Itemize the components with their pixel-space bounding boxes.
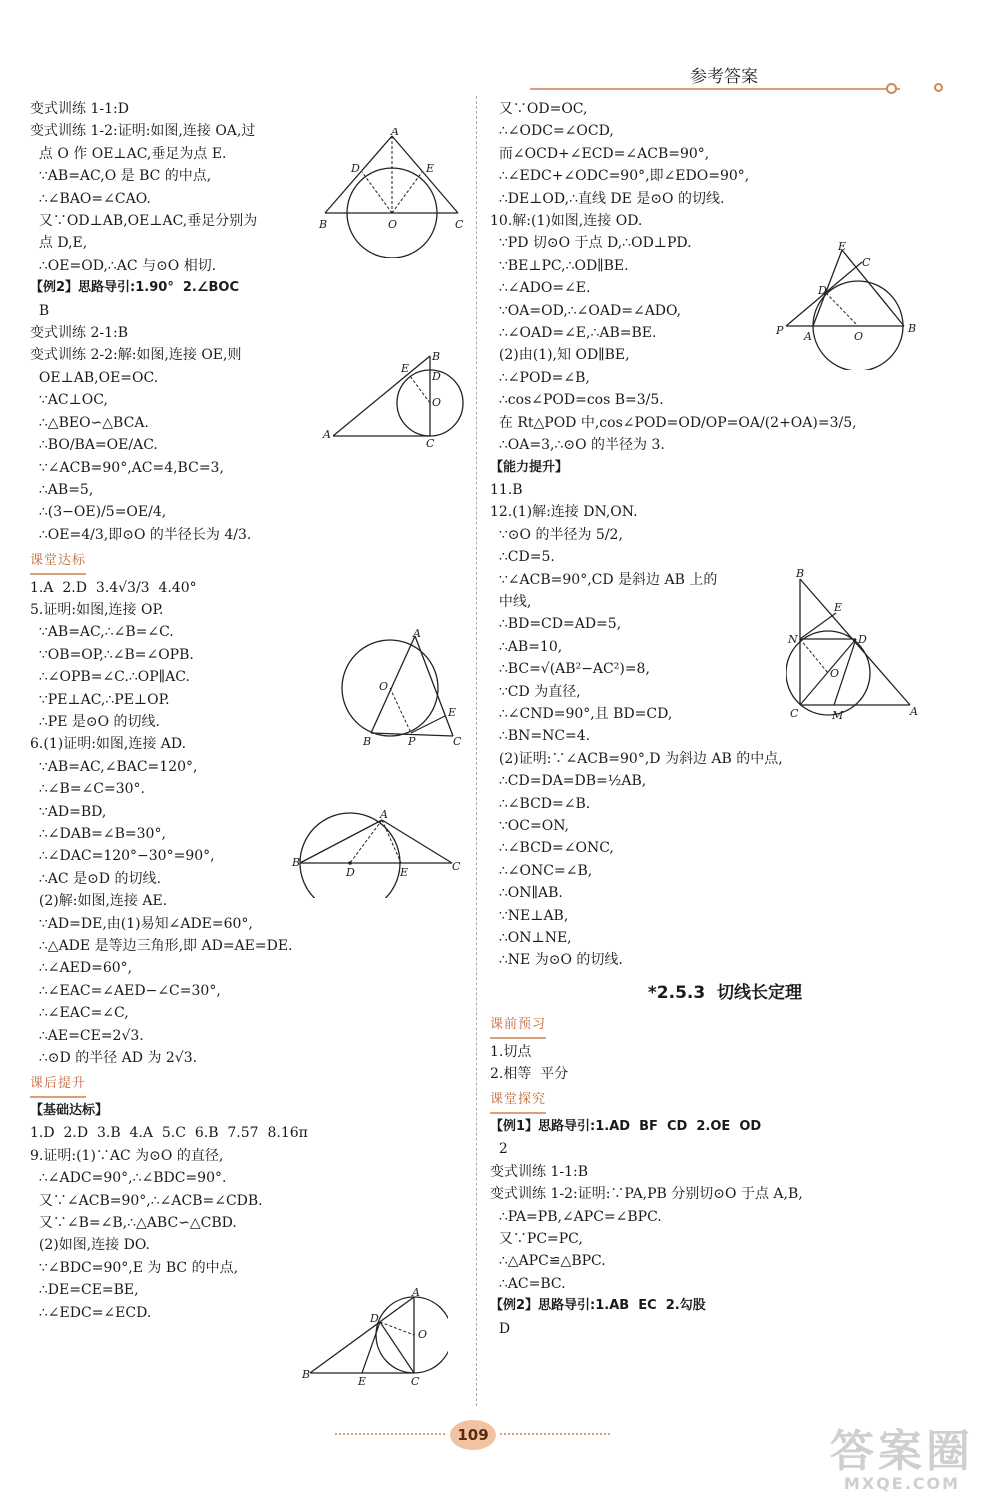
text-line: 【基础达标】 <box>30 1102 109 1118</box>
text-line: ∴△ADE 是等边三角形,即 AD=AE=DE. <box>30 938 293 955</box>
text-line: 【例1】思路导引:1.AD BF CD 2.OE OD <box>490 1118 762 1134</box>
text-line: ∵NE⊥AB, <box>490 907 569 924</box>
text-line: D <box>490 1320 511 1337</box>
text-line: (2)证明:∵∠ACB=90°,D 为斜边 AB 的中点, <box>490 750 783 767</box>
label: E <box>838 240 847 253</box>
segment-pe <box>411 716 445 733</box>
footer-dots-right <box>500 1433 610 1435</box>
text-line: ∴∠EAC=∠AED−∠C=30°, <box>30 982 221 999</box>
label: C <box>862 256 871 269</box>
label: D <box>351 162 360 175</box>
text-line: 而∠OCD+∠ECD=∠ACB=90°, <box>490 145 710 162</box>
text-line: 6.(1)证明:如图,连接 AD. <box>30 736 187 753</box>
text-line: ∵CD 为直径, <box>490 683 581 700</box>
label: P <box>776 324 784 337</box>
text-line: ∴⊙D 的半径 AD 为 2√3. <box>30 1050 198 1067</box>
text-line: ∵AD=BD, <box>30 803 107 820</box>
text-line: B <box>30 302 50 319</box>
text-line: ∵AD=DE,由(1)易知∠ADE=60°, <box>30 915 253 932</box>
text-line: 9.证明:(1)∵AC 为⊙O 的直径, <box>30 1147 224 1164</box>
segment-oe <box>392 172 422 213</box>
text-line: 1.D 2.D 3.B 4.A 5.C 6.B 7.57 8.16π <box>30 1125 308 1142</box>
text-line: (2)由(1),知 OD∥BE, <box>490 347 630 364</box>
text-line: ∴∠ADO=∠E. <box>490 280 591 297</box>
segment-ab <box>333 356 430 436</box>
text-line: ∴∠BCD=∠B. <box>490 795 591 812</box>
text-line: 【例2】思路导引:1.AB EC 2.勾股 <box>490 1298 706 1314</box>
text-line: 点 O 作 OE⊥AC,垂足为点 E. <box>30 145 227 162</box>
text-line: ∴PA=PB,∠APC=∠BPC. <box>490 1208 662 1225</box>
header-rule <box>530 88 900 90</box>
text-line: 点 D,E, <box>30 235 88 252</box>
figure-right-triangle-cd <box>786 565 926 729</box>
label: C <box>453 735 462 748</box>
label: D <box>346 866 355 879</box>
watermark <box>830 1426 974 1493</box>
label: E <box>834 601 843 614</box>
text-line: 【例2】思路导引:1.90° 2.∠BOC <box>30 280 240 296</box>
label: O <box>432 396 442 409</box>
text-line: 变式训练 1-1:D <box>30 101 129 117</box>
text-line: ∵OA=OD,∴∠OAD=∠ADO, <box>490 302 682 319</box>
text-line: ∴∠ADC=90°,∴∠BDC=90°. <box>30 1170 227 1187</box>
label: B <box>319 218 328 231</box>
label: M <box>832 709 844 722</box>
label: B <box>432 350 441 363</box>
text-line: 在 Rt△POD 中,cos∠POD=OD/OP=OA/(2+OA)=3/5, <box>490 414 857 431</box>
text-line: 又∵OD⊥AB,OE⊥AC,垂足分别为 <box>30 213 258 230</box>
label: C <box>790 707 799 720</box>
label: A <box>412 1288 420 1299</box>
text-line: 5.证明:如图,连接 OP. <box>30 601 164 618</box>
text-line: ∴CD=DA=DB=½AB, <box>490 773 647 790</box>
text-line: 2 <box>490 1141 508 1158</box>
text-line: ∴∠EDC+∠ODC=90°,即∠EDO=90°, <box>490 168 750 185</box>
label: C <box>426 437 435 448</box>
text-line: ∴CD=5. <box>490 549 555 566</box>
page-number: 109 <box>450 1420 496 1450</box>
text-line: ∵∠ACB=90°,CD 是斜边 AB 上的 <box>490 571 718 588</box>
label: D <box>432 370 441 383</box>
label: O <box>830 667 840 680</box>
figure-isosceles-circle <box>335 628 470 752</box>
segment-do <box>826 293 858 326</box>
text-line: ∴AC=BC. <box>490 1275 566 1292</box>
text-line: ∵∠BDC=90°,E 为 BC 的中点, <box>30 1259 239 1276</box>
text-line: ∴∠AED=60°, <box>30 960 133 977</box>
label: A <box>323 428 331 441</box>
column-divider <box>476 96 477 1406</box>
label: D <box>818 284 827 297</box>
text-line: ∵OB=OP,∴∠B=∠OPB. <box>30 646 194 663</box>
segment-dc <box>380 1322 414 1373</box>
text-line: ∴∠ODC=∠OCD, <box>490 123 614 140</box>
segment-ab <box>300 820 382 863</box>
text-line: ∴∠POD=∠B, <box>490 369 590 386</box>
figure-tangent-pd <box>772 240 932 374</box>
label: O <box>388 218 398 231</box>
label: E <box>448 706 457 719</box>
label: B <box>363 735 372 748</box>
text-line: ∴ON∥AB. <box>490 885 563 902</box>
label: C <box>411 1375 420 1388</box>
text-line: 课堂达标 <box>30 550 86 574</box>
segment-ab <box>310 1297 414 1373</box>
segment-ne <box>800 613 836 639</box>
segment-ac <box>392 136 458 213</box>
label: N <box>788 633 798 646</box>
text-line: ∴∠OAD=∠E,∴AB=BE. <box>490 325 657 342</box>
segment-do <box>380 1322 414 1335</box>
segment-ac <box>382 820 452 863</box>
text-line: ∴BN=NC=4. <box>490 728 591 745</box>
text-line: ∴BO/BA=OE/AC. <box>30 437 158 454</box>
point-d <box>348 861 352 865</box>
text-line: ∴AB=10, <box>490 638 563 655</box>
segment-oe <box>410 376 430 403</box>
text-line: ∵OC=ON, <box>490 818 570 834</box>
text-line: ∴AE=CE=2√3. <box>30 1027 144 1044</box>
text-line: ∵AC⊥OC, <box>30 392 108 409</box>
text-line: (2)解:如图,连接 AE. <box>30 893 168 910</box>
label: A <box>910 705 918 718</box>
label: O <box>379 680 389 693</box>
text-line: ∴DE⊥OD,∴直线 DE 是⊙O 的切线. <box>490 190 725 207</box>
label: B <box>292 856 301 869</box>
circle-o <box>376 1297 448 1373</box>
text-line: ∴BD=CD=AD=5, <box>490 616 622 633</box>
segment-de <box>362 1322 380 1373</box>
text-line: ∴△BEO∽△BCA. <box>30 414 149 431</box>
text-line: ∴∠EDC=∠ECD. <box>30 1304 152 1321</box>
text-line: *2.5.3 切线长定理 <box>647 982 803 1003</box>
watermark-logo-text: 答案圈 <box>830 1426 974 1477</box>
label: C <box>455 218 464 231</box>
header-ornament-right <box>934 83 943 92</box>
text-line: 课堂探究 <box>490 1089 546 1113</box>
text-line: 中线, <box>490 593 532 610</box>
segment-op <box>390 688 411 733</box>
figure-right-triangle-circle <box>298 1288 448 1392</box>
text-line: ∴∠EAC=∠C, <box>30 1005 129 1022</box>
label: O <box>854 330 864 343</box>
text-line: ∴∠B=∠C=30°. <box>30 781 145 798</box>
segment-ad <box>350 820 382 863</box>
text-line: ∴(3−OE)/5=OE/4, <box>30 504 167 521</box>
text-line: 11.B <box>490 481 523 498</box>
text-line: ∴AC 是⊙D 的切线. <box>30 870 161 887</box>
text-line: ∴ON⊥NE, <box>490 930 572 947</box>
segment-ab <box>371 636 415 733</box>
label: P <box>408 735 416 748</box>
text-line: 变式训练 1-2:证明:∵PA,PB 分别切⊙O 于点 A,B, <box>490 1186 803 1203</box>
label: E <box>400 866 409 879</box>
text-line: ∴∠BCD=∠ONC, <box>490 840 614 857</box>
text-line: 变式训练 2-2:解:如图,连接 OE,则 <box>30 347 242 364</box>
text-line: ∴OE=4/3,即⊙O 的半径长为 4/3. <box>30 526 252 543</box>
text-line: ∴NE 为⊙O 的切线. <box>490 952 623 969</box>
text-line: ∵PE⊥AC,∴PE⊥OP. <box>30 691 170 708</box>
text-line: 变式训练 1-1:B <box>490 1163 588 1180</box>
text-line: ∵PD 切⊙O 于点 D,∴OD⊥PD. <box>490 235 692 252</box>
text-line: 课后提升 <box>30 1073 86 1097</box>
text-line: 课前预习 <box>490 1014 546 1038</box>
text-line: 10.解:(1)如图,连接 OD. <box>490 213 643 230</box>
label: D <box>370 1312 379 1325</box>
text-line: ∴∠CND=90°,且 BD=CD, <box>490 705 673 722</box>
label: E <box>358 1375 367 1388</box>
segment-od <box>362 172 392 213</box>
text-line: ∴OE=OD,∴AC 与⊙O 相切. <box>30 257 217 274</box>
text-line: (2)如图,连接 DO. <box>30 1237 150 1254</box>
text-line: ∵AB=AC,O 是 BC 的中点, <box>30 168 212 185</box>
text-line: 1.A 2.D 3.4√3/3 4.40° <box>30 579 197 596</box>
text-line: ∴DE=CE=BE, <box>30 1282 139 1299</box>
label: A <box>804 330 812 343</box>
text-line: ∴OA=3,∴⊙O 的半径为 3. <box>490 437 665 454</box>
text-line: 又∵∠ACB=90°,∴∠ACB=∠CDB. <box>30 1192 263 1209</box>
segment-no <box>800 639 828 673</box>
text-line: ∴BC=√(AB²−AC²)=8, <box>490 661 650 678</box>
segment-eb <box>842 250 904 326</box>
label: B <box>302 1368 311 1381</box>
watermark-domain: MXQE.COM <box>843 1474 961 1493</box>
header-ornament-left <box>886 83 897 94</box>
text-line: OE⊥AB,OE=OC. <box>30 369 159 386</box>
text-line: ∴AB=5, <box>30 481 94 498</box>
figure-tangent-circle-1 <box>315 128 475 262</box>
label: O <box>418 1328 428 1341</box>
text-line: ∴∠ONC=∠B, <box>490 862 593 879</box>
text-line: ∴∠OPB=∠C.∴OP∥AC. <box>30 669 190 686</box>
footer-dots-left <box>335 1433 445 1435</box>
label: D <box>858 633 867 646</box>
header-title: 参考答案 <box>690 67 758 87</box>
text-line: 12.(1)解:连接 DN,ON. <box>490 504 638 521</box>
text-line: 1.切点 <box>490 1043 532 1060</box>
label: E <box>401 362 410 375</box>
text-line: ∵⊙O 的半径为 5/2, <box>490 526 623 543</box>
text-line: ∴PE 是⊙O 的切线. <box>30 713 161 730</box>
text-line: 又∵∠B=∠B,∴△ABC∽△CBD. <box>30 1214 237 1231</box>
text-line: ∴△APC≌△BPC. <box>490 1253 606 1270</box>
text-line: 变式训练 2-1:B <box>30 325 128 342</box>
text-line: ∴cos∠POD=cos B=3/5. <box>490 392 664 409</box>
label: A <box>380 808 388 821</box>
label: A <box>391 128 399 138</box>
text-line: 【能力提升】 <box>490 459 569 475</box>
text-line: ∴∠BAO=∠CAO. <box>30 190 151 207</box>
text-line: ∵AB=AC,∴∠B=∠C. <box>30 624 174 641</box>
text-line: 又∵PC=PC, <box>490 1230 583 1247</box>
text-line: ∴∠DAC=120°−30°=90°, <box>30 848 215 865</box>
text-line: ∴∠DAB=∠B=30°, <box>30 826 166 842</box>
text-line: 2.相等 平分 <box>490 1066 569 1083</box>
label: B <box>796 567 805 580</box>
text-line: ∵AB=AC,∠BAC=120°, <box>30 758 198 775</box>
text-line: ∵∠ACB=90°,AC=4,BC=3, <box>30 459 224 476</box>
label: B <box>908 322 917 335</box>
figure-triangle-circle-d <box>290 808 470 902</box>
text-line: 变式训练 1-2:证明:如图,连接 OA,过 <box>30 123 256 140</box>
label: E <box>426 162 435 175</box>
figure-tangent-circle-2 <box>318 348 468 452</box>
text-line: 又∵OD=OC, <box>490 101 588 117</box>
text-line: ∵BE⊥PC,∴OD∥BE. <box>490 257 629 274</box>
label: A <box>413 628 421 640</box>
label: C <box>452 860 461 873</box>
